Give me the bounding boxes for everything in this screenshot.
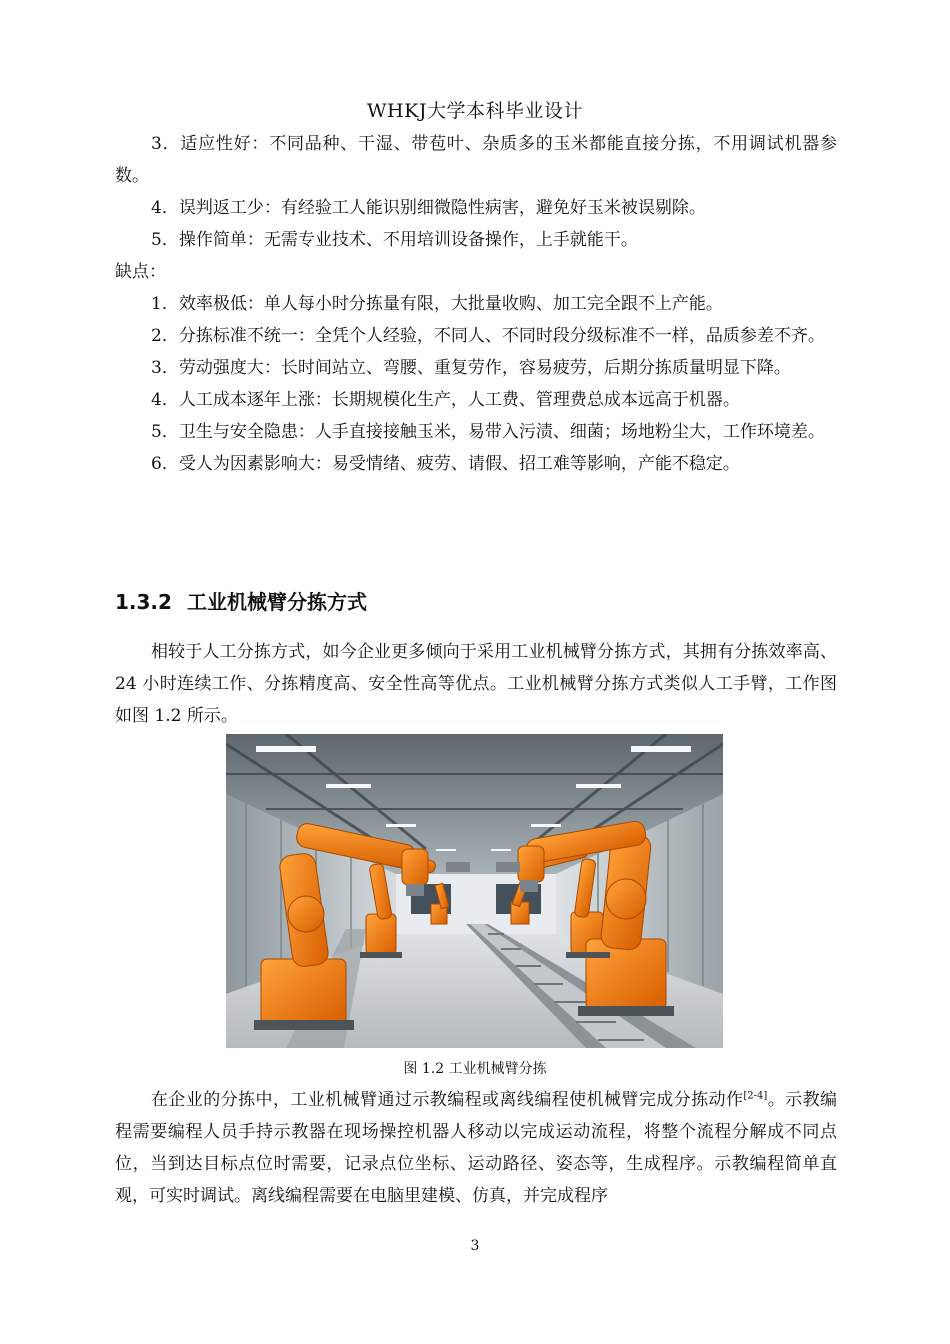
list-item: 3．劳动强度大：长时间站立、弯腰、重复劳作，容易疲劳，后期分拣质量明显下降。 <box>151 358 791 378</box>
list-item: 1．效率极低：单人每小时分拣量有限，大批量收购、加工完全跟不上产能。 <box>151 294 723 314</box>
factory-illustration <box>226 734 723 1048</box>
section-title: 工业机械臂分拣方式 <box>187 590 367 614</box>
citation: [2-4] <box>743 1090 768 1102</box>
list-item: 6．受人为因素影响大：易受情绪、疲劳、请假、招工难等影响，产能不稳定。 <box>151 454 740 474</box>
section-number: 1.3.2 <box>115 590 172 614</box>
disadvantages-label: 缺点： <box>115 262 166 282</box>
list-item: 5．卫生与安全隐患：人手直接接触玉米，易带入污渍、细菌；场地粉尘大，工作环境差。 <box>151 422 825 442</box>
intro-paragraph: 相较于人工分拣方式，如今企业更多倾向于采用工业机械臂分拣方式，其拥有分拣效率高、24 小时连续工作、分拣精度高、安全性高等优点。工业机械臂分拣方式类似人工手臂，工作图如图 1.2 所示。 <box>115 642 837 726</box>
figure-caption: 图 1.2 工业机械臂分拣 <box>403 1061 547 1077</box>
body-paragraph <box>115 1084 837 1212</box>
advantages-disadvantages-block <box>115 128 837 480</box>
list-item: 5．操作简单：无需专业技术、不用培训设备操作，上手就能干。 <box>151 230 638 250</box>
section-heading <box>115 586 367 615</box>
body-text-part1: 在企业的分拣中，工业机械臂通过示教编程或离线编程使机械臂完成分拣动作 <box>151 1090 744 1110</box>
body-paragraph-block <box>115 1084 837 1212</box>
intro-paragraph-block <box>115 636 837 732</box>
page-number: 3 <box>470 1238 480 1254</box>
list-item: 4．误判返工少：有经验工人能识别细微隐性病害，避免好玉米被误剔除。 <box>151 198 706 218</box>
page-header: WHKJ大学本科毕业设计 <box>367 100 583 122</box>
list-item: 4．人工成本逐年上涨：长期规模化生产，人工费、管理费总成本远高于机器。 <box>151 390 740 410</box>
list-item: 2．分拣标准不统一：全凭个人经验，不同人、不同时段分级标准不一样，品质参差不齐。 <box>151 326 825 346</box>
robot-arm-figure <box>226 734 723 1048</box>
body-text-part2: 。示教编程需要编程人员手持示教器在现场操控机器人移动以完成运动流程，将整个流程分解成不同点位，当到达目标点位时需要，记录点位坐标、运动路径、姿态等，生成程序。示教编程简单直观，可实时调试。离线编程需要在电脑里建模、仿真，并完成程序 <box>115 1090 838 1206</box>
list-item: 3．适应性好：不同品种、干湿、带苞叶、杂质多的玉米都能直接分拣，不用调试机器参数。 <box>115 134 837 186</box>
